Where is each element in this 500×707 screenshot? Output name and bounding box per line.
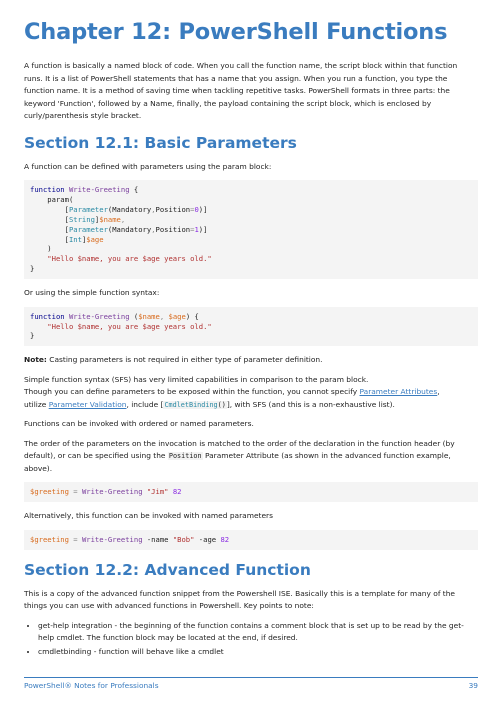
code-block-named-call: $greeting = Write-Greeting -name "Bob" -age 82 [24,530,478,550]
parameter-attributes-link[interactable]: Parameter Attributes [359,387,438,397]
code-block-simple: function Write-Greeting ($name, $age) { "Hello $name, you are $age years old." } [24,307,478,347]
section-1-title: Section 12.1: Basic Parameters [24,133,297,152]
section-1-paragraph-5: The order of the parameters on the invocation is matched to the order of the declaration in the function header (by default), or can be specified using the Position Parameter Attribute (as shown in the advanced function example, above). [24,438,455,473]
position-inline-code: Position [168,452,202,461]
note-paragraph: Note: Casting parameters is not required in either type of parameter definition. [24,355,323,365]
key-points-list [24,620,478,659]
section-1-paragraph-2: Or using the simple function syntax: [24,288,160,298]
page-number: 39 [468,681,478,690]
code-block-param: function Write-Greeting { param( [Parameter(Mandatory,Position=0)] [String]$name, [Parameter(Mandatory,Position=1)] [Int]$age ) "Hello $name, you are $age years old." } [24,180,478,279]
page-content [24,18,478,659]
section-1-paragraph-6: Alternatively, this function can be invoked with named parameters [24,511,273,521]
cmdletbinding-inline-code: CmdletBinding() [164,400,226,409]
code-block-ordered-call: $greeting = Write-Greeting "Jim" 82 [24,482,478,502]
footer-book-title: PowerShell® Notes for Professionals [24,681,159,690]
chapter-title: Chapter 12: PowerShell Functions [24,19,448,45]
page-footer [24,677,478,690]
list-item: • get-help integration - the beginning of the function contains a comment block that is set up to be read by the get-help cmdlet. The function block may be located at the end, if desired. [38,620,478,645]
parameter-validation-link[interactable]: Parameter Validation [48,399,127,409]
section-1-paragraph-3: Simple function syntax (SFS) has very limited capabilities in comparison to the param block. Though you can define parameters to be exposed within the function, you cannot specify Parameter Attributes, utilize Parameter Validation, include [CmdletBinding()], with SFS (and this is a non-exhaustive list). [24,374,440,409]
intro-paragraph: A function is basically a named block of code. When you call the function name, the script block within that function runs. It is a list of PowerShell statements that has a name that you assign. When you run a function, you type the function name. It is a method of saving time when tackling repetitive tasks. PowerShell formats in three parts: the keyword 'Function', followed by a Name, finally, the payload containing the script block, which is enclosed by curly/parenthesis style bracket. [24,61,458,120]
section-2-paragraph-1: This is a copy of the advanced function snippet from the Powershell ISE. Basically this is a template for many of the things you can use with advanced functions in Powershell. Key points to note: [24,588,456,611]
section-2-title: Section 12.2: Advanced Function [24,560,311,579]
section-1-paragraph-4: Functions can be invoked with ordered or named parameters. [24,419,254,429]
note-label: Note: [24,355,47,365]
section-1-paragraph-1: A function can be defined with parameters using the param block: [24,161,272,171]
list-item: • cmdletbinding - function will behave like a cmdlet [38,646,478,659]
